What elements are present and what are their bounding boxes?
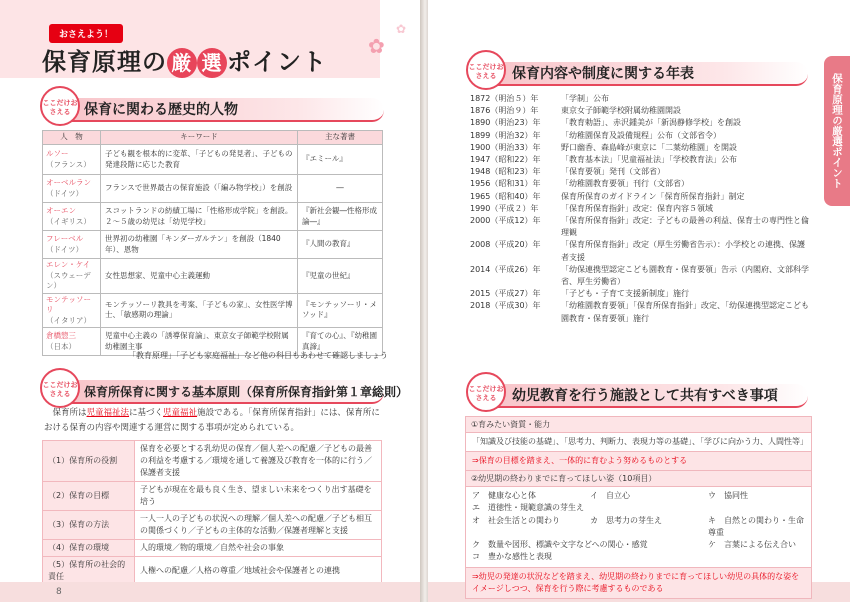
col-header: 主な著書 [298, 131, 383, 145]
book-cell: 『育ての心』、『幼稚園真諦』 [298, 328, 383, 356]
list-item: ウ 協同性 [708, 491, 748, 500]
timeline-row: 1948（昭和23）年 「保育要領」発刊（文部省） [470, 167, 665, 177]
timeline-row: 2000（平成12）年 「保育所保育指針」改定：子どもの最善の利益、保育士の専門性と倫理観 [470, 216, 809, 238]
keyword-cell: 児童中心主義の「誘導保育論」、東京女子師範学校附属幼稚園主事 [101, 328, 298, 356]
timeline-row: 2015（平成27）年 「子ども・子育て支援新制度」施行 [470, 289, 689, 299]
page-number-left: 8 [56, 587, 62, 597]
list-item: イ 自立心 [590, 491, 630, 500]
principles-intro: 保育所は児童福祉法に基づく児童福祉施設である。「保育所保育指針」には、保育所における保育の内容や関連する運営に関する事項が定められている。 [44, 408, 380, 433]
principles-table [42, 440, 382, 586]
book-cell: 『人間の教育』 [298, 231, 383, 259]
timeline-row: 1900（明治33）年 野口幽香、森島峰が東京に「二葉幼稚園」を開設 [470, 142, 737, 152]
person-cell: ルソー （フランス） [43, 145, 101, 175]
title-circle-1: 厳 [167, 48, 197, 78]
timeline-row: 1956（昭和31）年 「幼稚園教育要領」刊行（文部省） [470, 179, 689, 189]
section-title-principles: 保育所保育に関する基本原則（保育所保育指針第１章総則） [54, 380, 384, 404]
person-cell: エレン・ケイ （スウェーデン） [43, 259, 101, 294]
list-item: オ 社会生活との関わり [472, 515, 560, 525]
section-title-persons: 保育に関わる歴史的人物 [54, 98, 384, 122]
timeline-row: 1947（昭和22）年 「教育基本法」「児童福祉法」「学校教育法」公布 [470, 155, 737, 165]
timeline [470, 93, 810, 325]
keyword-cell: 子ども観を根本的に変革、「子どもの発見者」、子どもの発達段階に応じた教育 [101, 145, 298, 175]
table-row [43, 441, 382, 482]
keyword-cell: 世界初の幼稚園「キンダーガルテン」を創設（1840年）、恩物 [101, 231, 298, 259]
section-badge: ここだけおさえる [466, 372, 506, 412]
timeline-row: 1899（明治32）年 「幼稚園保育及設備規程」公布（文部省令） [470, 130, 721, 140]
table-row [43, 293, 383, 328]
list-item: ク 数量や図形、標識や文字などへの関心・感覚 [472, 540, 648, 550]
col-header: 人 物 [43, 131, 101, 145]
person-cell: モンテッソーリ （イタリア） [43, 293, 101, 328]
section-title-timeline: 保育内容や制度に関する年表 [482, 62, 808, 86]
principle-text: 子どもが現在を最も良く生き、望ましい未来をつくり出す基礎を培う [135, 482, 382, 511]
timeline-row: 1965（昭和40）年 保育所保育のガイドライン「保育所保育指針」制定 [470, 191, 745, 201]
section-title-shared: 幼児教育を行う施設として共有すべき事項 [482, 384, 808, 408]
list-item: ア 健康な心と体 [472, 491, 536, 500]
box-heading-1: ①育みたい資質・能力 [466, 417, 811, 432]
section-badge: ここだけおさえる [40, 368, 80, 408]
flower-small-icon: ✿ [396, 22, 407, 36]
section-badge: ここだけおさえる [466, 50, 506, 90]
list-item: コ 豊かな感性と表現 [472, 552, 552, 562]
principle-text: 人権への配慮／人格の尊重／地域社会や保護者との連携 [135, 557, 382, 586]
person-cell: オーエン （イギリス） [43, 203, 101, 231]
title-circle-2: 選 [197, 48, 227, 78]
box-arrow-1: ⇒保育の目標を踏まえ、一体的に育むよう努めるものとする [466, 451, 811, 470]
footer-bar [0, 582, 422, 602]
timeline-row: 2014（平成26）年 「幼保連携型認定こども園教育・保育要領」告示（内閣府、文部科学省、厚生労働省） [470, 264, 809, 287]
header-badge: おさえよう！ [49, 24, 123, 43]
principle-text: 保育を必要とする乳幼児の保育／個人差への配慮／子どもの最善の利益を考慮する／環境を通して養護及び教育を一体的に行う／保護者支援 [135, 441, 382, 482]
persons-table [42, 130, 383, 356]
book-cell: 『エミール』 [298, 145, 383, 175]
principle-text: 一人一人の子どもの状況への理解／個人差への配慮／子ども相互の関係づくり／子どもの主体的な活動／保護者理解と支援 [135, 511, 382, 540]
side-tab[interactable]: 保育原理の厳選ポイント [824, 56, 850, 206]
book-cell: 『モンテッソーリ・メソッド』 [298, 293, 383, 328]
table-note: 「教育原理」「子ども家庭福祉」など他の科目もあわせて確認しましょう [128, 351, 388, 360]
keyword-cell: スコットランドの紡績工場に「性格形成学院」を創設。２～５歳の幼児は「幼児学校」 [101, 203, 298, 231]
page-title: 保育原理の 厳 選 ポイント [42, 48, 327, 76]
table-header-row [43, 131, 383, 145]
section-badge: ここだけおさえる [40, 86, 80, 126]
ten-items-grid [466, 486, 811, 567]
box-heading-2: ②幼児期の終わりまでに育ってほしい姿（10項目） [466, 470, 811, 486]
book-cell: ― [298, 175, 383, 203]
book-cell: 『児童の世紀』 [298, 259, 383, 294]
table-row [43, 511, 382, 540]
person-cell: フレーベル （ドイツ） [43, 231, 101, 259]
table-row [43, 231, 383, 259]
principle-label: （3）保育の方法 [43, 511, 135, 540]
principle-label: （2）保育の目標 [43, 482, 135, 511]
list-item: ケ 言葉による伝え合い [708, 540, 796, 550]
book-cell: 『新社会観―性格形成論―』 [298, 203, 383, 231]
timeline-row: 2018（平成30）年 「幼稚園教育要領」「保育所保育指針」改定、「幼保連携型認定こども園教育・保育要領」施行 [470, 301, 809, 323]
person-cell: オーベルラン （ドイツ） [43, 175, 101, 203]
box-arrow-2: ⇒幼児の発達の状況などを踏まえ、幼児期の終わりまでに育ってほしい幼児の具体的な姿をイメージしつつ、保育を行う際に考慮するものである [466, 567, 811, 598]
timeline-row: 1990（平成２）年 「保育所保育指針」改定：保育内容５領域 [470, 203, 713, 213]
person-cell: 倉橋惣三 （日本） [43, 328, 101, 356]
box-text-1: 「知識及び技能の基礎」、「思考力、判断力、表現力等の基礎」、「学びに向かう力、人間性等」 [466, 432, 811, 451]
list-item: キ 自然との関わり・生命尊重 [708, 515, 804, 537]
list-item: エ 道徳性・規範意識の芽生え [472, 503, 584, 513]
principle-label: （5）保育所の社会的責任 [43, 557, 135, 586]
timeline-row: 1876（明治９）年 東京女子師範学校附属幼稚園開設 [470, 106, 681, 116]
principle-label: （1）保育所の役割 [43, 441, 135, 482]
keyword-cell: モンテッソーリ教具を考案、「子どもの家」、女性医学博士、「敏感期の理論」 [101, 293, 298, 328]
timeline-row: 1890（明治23）年 「教育勅語」、赤沢鍾美が「新潟静修学校」を創設 [470, 118, 741, 128]
table-row [43, 175, 383, 203]
timeline-row: 1872（明治５）年 「学制」公布 [470, 94, 609, 103]
table-row [43, 540, 382, 557]
flower-icon: ✿ [368, 34, 385, 58]
table-row [43, 203, 383, 231]
col-header: キーワード [101, 131, 298, 145]
keyword-cell: フランスで世界最古の保育施設（「編み物学校」）を創設 [101, 175, 298, 203]
left-page [0, 0, 422, 602]
table-row [43, 145, 383, 175]
table-row [43, 482, 382, 511]
principle-text: 人的環境／物的環境／自然や社会の事象 [135, 540, 382, 557]
timeline-row: 2008（平成20）年 「保育所保育指針」改定（厚生労働省告示）：小学校との連携、保護者支援 [470, 240, 805, 262]
principle-label: （4）保育の環境 [43, 540, 135, 557]
list-item: カ 思考力の芽生え [590, 515, 662, 525]
keyword-cell: 女性思想家、児童中心主義運動 [101, 259, 298, 294]
shared-items-box [465, 416, 812, 599]
table-row [43, 259, 383, 294]
